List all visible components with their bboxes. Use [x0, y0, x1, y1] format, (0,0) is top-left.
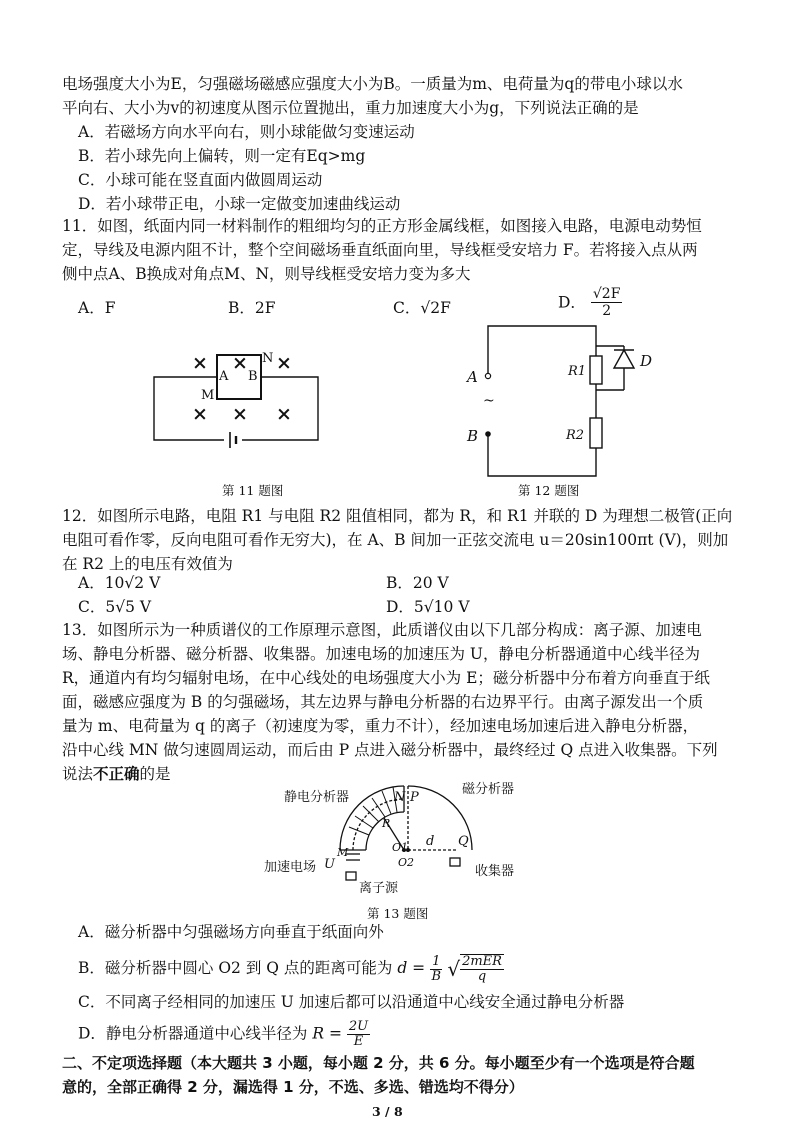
- q13-option-b: B．磁分析器中圆心 O2 到 Q 点的距离可能为 d = $\frac{1}{B}$ √ $\frac{\text{2mER}}{q}$: [78, 953, 502, 984]
- q10-option-d: D．若小球带正电，小球一定做变加速曲线运动: [78, 195, 401, 213]
- q11-option-a: A．F: [78, 299, 116, 317]
- q13-label-o2: O2: [398, 856, 415, 869]
- q11-b-field-x3: ×: [276, 352, 292, 374]
- q12-label-r1: R1: [568, 364, 587, 379]
- q13-label-src: 离子源: [359, 881, 399, 896]
- q12-label-b: B: [467, 427, 479, 445]
- q11-label-a: A: [219, 369, 229, 384]
- q13-label-p: P: [410, 790, 419, 805]
- q13-stem-line4: 面，磁感应强度为 B 的匀强磁场，其左边界与静电分析器的右边界平行。由离子源发出一个质: [62, 693, 704, 711]
- q13-stem-line1: 13．如图所示为一种质谱仪的工作原理示意图，此质谱仪由以下几部分构成：离子源、加速电: [62, 621, 702, 639]
- q11-b-field-x4: ×: [192, 403, 208, 425]
- q12-label-d: D: [640, 352, 653, 370]
- q12-label-ac: ~: [483, 393, 495, 409]
- q11-option-b: B．2F: [228, 299, 276, 317]
- q12-stem-line3: 在 R2 上的电压有效值为: [62, 555, 233, 573]
- q11-stem-line1: 11．如图，纸面内同一材料制作的粗细均匀的正方形金属线框，如图接入电路，电源电动势恒: [62, 217, 702, 235]
- q13-label-col: 收集器: [475, 864, 515, 879]
- q12-option-d: D．5√10 V: [386, 598, 470, 616]
- q12-label-a: A: [467, 368, 478, 386]
- q11-b-field-x1: ×: [192, 352, 208, 374]
- q13-stem-line7: 说法不正确的是: [62, 764, 171, 783]
- q10-option-b: B．若小球先向上偏转，则一定有Eq>mg: [78, 147, 366, 165]
- q13-figure-caption: 第 13 题图: [367, 906, 429, 921]
- q13-label-acc: 加速电场: [264, 860, 317, 875]
- q10-option-a: A．若磁场方向水平向右，则小球能做匀变速运动: [78, 123, 415, 141]
- q12-figure: [480, 320, 620, 480]
- q11-figure-caption: 第 11 题图: [222, 483, 284, 498]
- q12-stem-line2: 电阻可看作零，反向电阻可看作无穷大)，在 A、B 间加一正弦交流电 u＝20sin100πt (V)，则加: [62, 531, 729, 549]
- q13-option-c: C．不同离子经相同的加速压 U 加速后都可以沿通道中心线安全通过静电分析器: [78, 993, 625, 1011]
- q11-label-n: N: [262, 351, 274, 366]
- q13-label-esa: 静电分析器: [284, 790, 350, 805]
- q12-option-b: B．20 V: [386, 574, 449, 592]
- q13-label-o1: O1: [392, 841, 409, 854]
- q13-label-msa: 磁分析器: [462, 782, 515, 797]
- q13-stem-line2: 场、静电分析器、磁分析器、收集器。加速电场的加速压为 U，静电分析器通道中心线半径为: [62, 645, 700, 663]
- q12-option-c: C．5√5 V: [78, 598, 152, 616]
- q13-stem-line5: 量为 m、电荷量为 q 的离子（初速度为零，重力不计），经加速电场加速后进入静电分析器，: [62, 717, 699, 735]
- q11-b-field-x5: ×: [232, 403, 248, 425]
- q11-label-b: B: [248, 369, 258, 384]
- section2-heading-line2: 意的，全部正确得 2 分，漏选得 1 分，不选、多选、错选均不得分）: [62, 1078, 524, 1096]
- q13-label-r: R: [382, 817, 391, 830]
- q13-label-u: U: [324, 857, 335, 872]
- q10-stem-line1: 电场强度大小为E，匀强磁场磁感应强度大小为B。一质量为m、电荷量为q的带电小球以水: [62, 75, 683, 93]
- q13-label-n: N: [394, 790, 406, 805]
- q12-figure-caption: 第 12 题图: [518, 483, 580, 498]
- q13-option-a: A．磁分析器中匀强磁场方向垂直于纸面向外: [78, 923, 384, 941]
- q13-stem-line6: 沿中心线 MN 做匀速圆周运动，而后由 P 点进入磁分析器中，最终经过 Q 点进入收集器。下列: [62, 741, 718, 759]
- q11-stem-line2: 定，导线及电源内阻不计，整个空间磁场垂直纸面向里，导线框受安培力 F。若将接入点从两: [62, 241, 698, 259]
- q13-option-d: D．静电分析器通道中心线半径为 R = $\frac{2U}{E}$: [78, 1019, 369, 1049]
- q11-option-d: D． $\frac{√2F}{2}$: [558, 286, 621, 319]
- q11-option-c: C．√2F: [393, 299, 451, 317]
- q11-label-m: M: [201, 388, 215, 403]
- q13-stem-line3: R，通道内有均匀辐射电场，在中心线处的电场强度大小为 E；磁分析器中分布着方向垂直于纸: [62, 669, 710, 687]
- q13-label-d: d: [426, 834, 435, 849]
- q12-stem-line1: 12．如图所示电路，电阻 R1 与电阻 R2 阻值相同，都为 R，和 R1 并联的 D 为理想二极管(正向: [62, 507, 733, 525]
- q13-label-q: Q: [458, 834, 469, 849]
- q12-label-r2: R2: [566, 428, 585, 443]
- q10-stem-line2: 平向右、大小为v的初速度从图示位置抛出，重力加速度大小为g，下列说法正确的是: [62, 99, 639, 117]
- q12-option-a: A．10√2 V: [78, 574, 161, 592]
- page-number: 3 / 8: [372, 1104, 403, 1119]
- q11-stem-line3: 侧中点A、B换成对角点M、N，则导线框受安培力变为多大: [62, 265, 471, 283]
- q10-option-c: C．小球可能在竖直面内做圆周运动: [78, 171, 323, 189]
- q11-b-field-x6: ×: [276, 403, 292, 425]
- q11-b-field-x2: ×: [232, 352, 248, 374]
- q13-label-m: M: [337, 846, 349, 859]
- section2-heading-line1: 二、不定项选择题（本大题共 3 小题，每小题 2 分，共 6 分。每小题至少有一个选项是符合题: [62, 1054, 695, 1072]
